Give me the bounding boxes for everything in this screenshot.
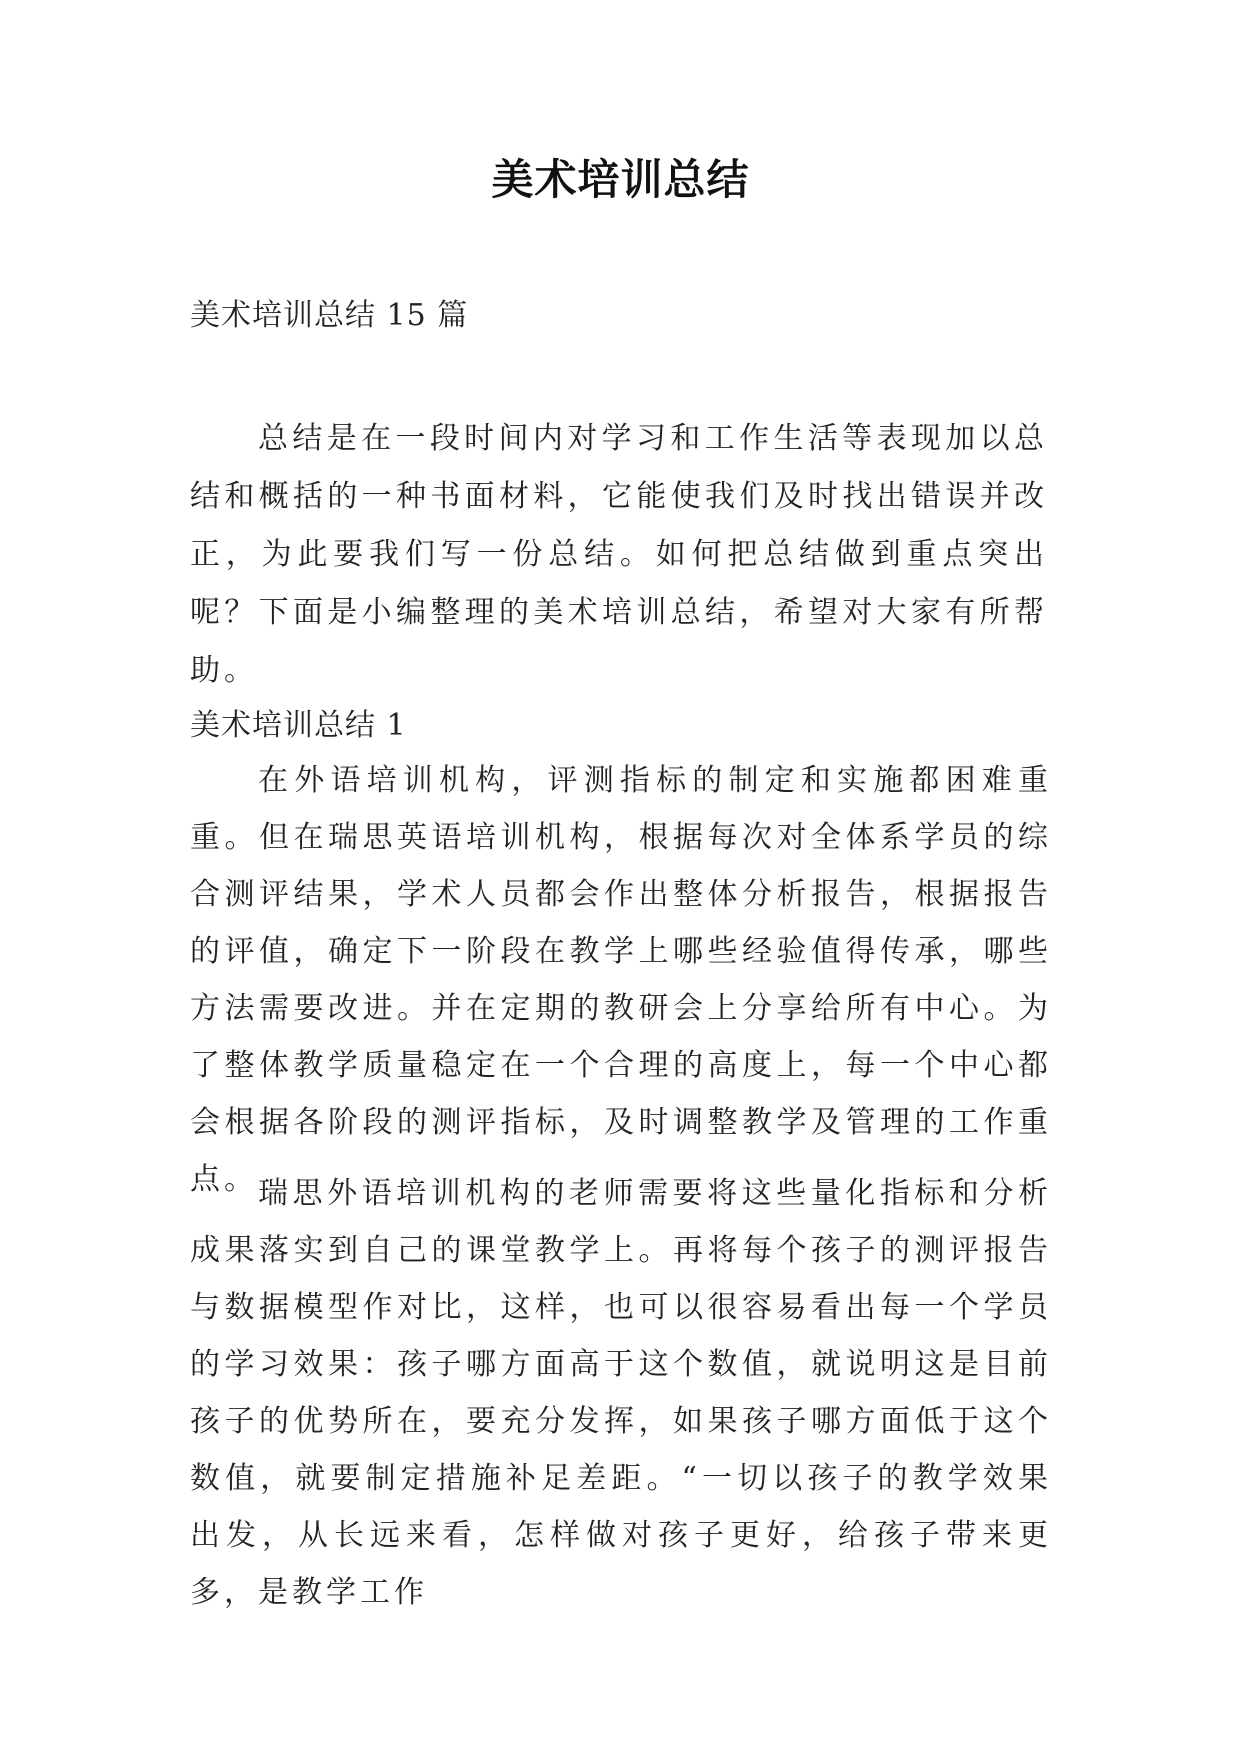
document-subtitle: 美术培训总结 15 篇 xyxy=(190,298,469,333)
document-title: 美术培训总结 xyxy=(491,155,750,204)
intro-paragraph: 总结是在一段时间内对学习和工作生活等表现加以总结和概括的一种书面材料，它能使我们及时找出错误并改正，为此要我们写一份总结。如何把总结做到重点突出呢？下面是小编整理的美术培训总结，希望对大家有所帮助。 xyxy=(190,421,1048,688)
section-heading: 美术培训总结 1 xyxy=(190,708,407,743)
body-paragraph-1: 在外语培训机构，评测指标的制定和实施都困难重重。但在瑞思英语培训机构，根据每次对全体系学员的综合测评结果，学术人员都会作出整体分析报告，根据报告的评值，确定下一阶段在教学上哪些经验值得传承，哪些方法需要改进。并在定期的教研会上分享给所有中心。为了整体教学质量稳定在一个合理的高度上，每一个中心都会根据各阶段的测评指标，及时调整教学及管理的工作重点。 xyxy=(190,763,1052,1197)
body-paragraph-2: 瑞思外语培训机构的老师需要将这些量化指标和分析成果落实到自己的课堂教学上。再将每个孩子的测评报告与数据模型作对比，这样，也可以很容易看出每一个学员的学习效果：孩子哪方面高于这个数值，就说明这是目前孩子的优势所在，要充分发挥，如果孩子哪方面低于这个数值，就要制定措施补足差距。“一切以孩子的教学效果出发，从长远来看，怎样做对孩子更好，给孩子带来更多，是教学工作 xyxy=(190,1176,1052,1610)
